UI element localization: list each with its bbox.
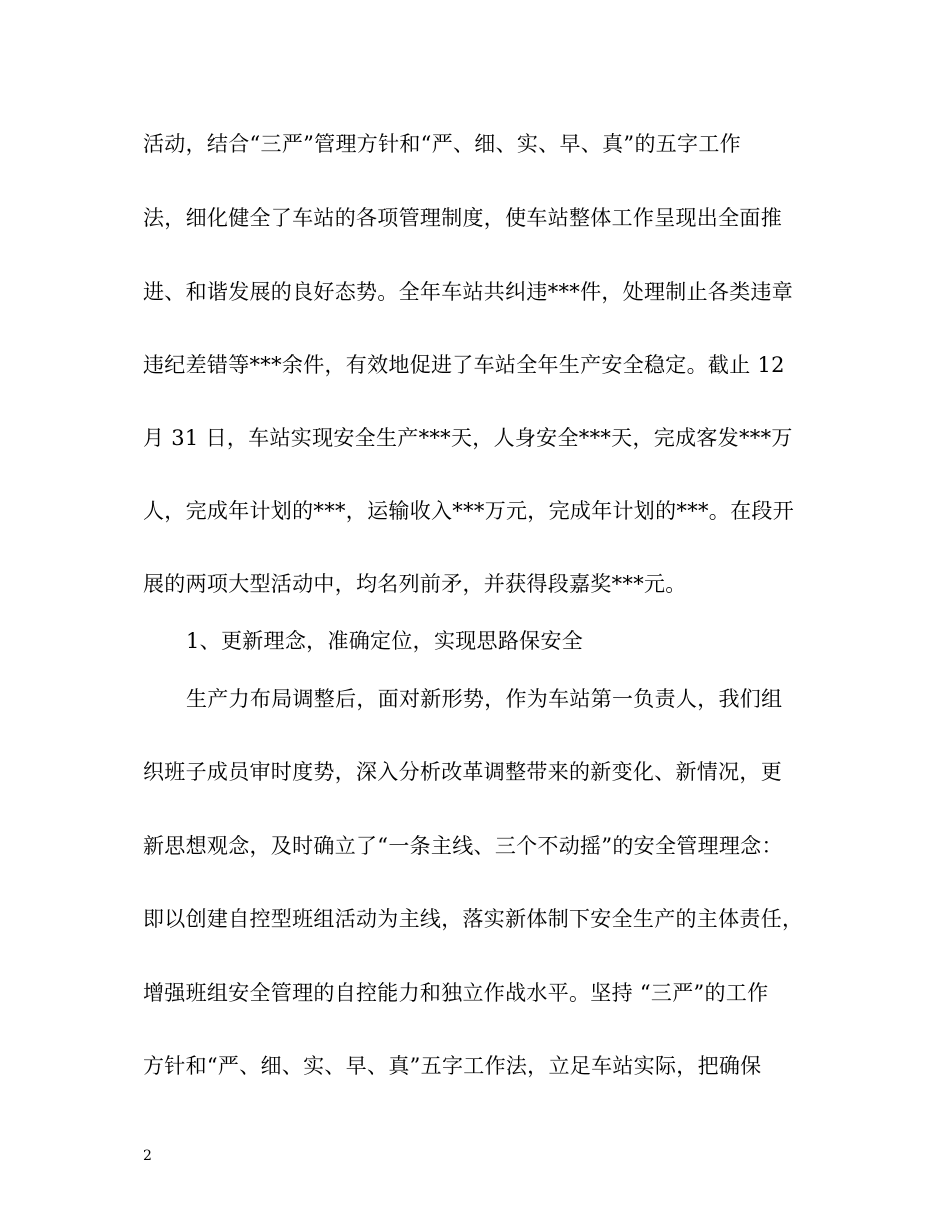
paragraph-line: 方针和“严、细、实、早、真”五字工作法，立足车站实际，把确保 [143,1054,762,1078]
paragraph-line: 活动，结合“三严”管理方针和“严、细、实、早、真”的五字工作 [143,132,741,156]
paragraph-line: 织班子成员审时度势，深入分析改革调整带来的新变化、新情况，更 [143,760,782,784]
paragraph-line: 进、和谐发展的良好态势。全年车站共纠违***件，处理制止各类违章 [143,280,794,304]
paragraph-line: 新思想观念，及时确立了“一条主线、三个不动摇”的安全管理理念： [143,834,783,858]
paragraph-line: 法，细化健全了车站的各项管理制度，使车站整体工作呈现出全面推 [143,206,782,230]
paragraph-line: 月 31 日，车站实现安全生产***天，人身安全***天，完成客发***万 [143,426,793,450]
paragraph-line: 违纪差错等***余件，有效地促进了车站全年生产安全稳定。截止 12 [143,353,785,377]
paragraph-line: 增强班组安全管理的自控能力和独立作战水平。坚持 “三严”的工作 [143,981,769,1005]
paragraph-line: 人，完成年计划的***，运输收入***万元，完成年计划的***。在段开 [143,499,794,523]
section-heading: 1、更新理念，准确定位，实现思路保安全 [186,629,584,653]
paragraph-line: 展的两项大型活动中，均名列前矛，并获得段嘉奖***元。 [143,572,687,596]
page-number: 2 [143,1148,152,1164]
paragraph-line: 即以创建自控型班组活动为主线，落实新体制下安全生产的主体责任， [143,907,804,931]
paragraph-line: 生产力布局调整后，面对新形势，作为车站第一负责人，我们组 [186,687,783,711]
